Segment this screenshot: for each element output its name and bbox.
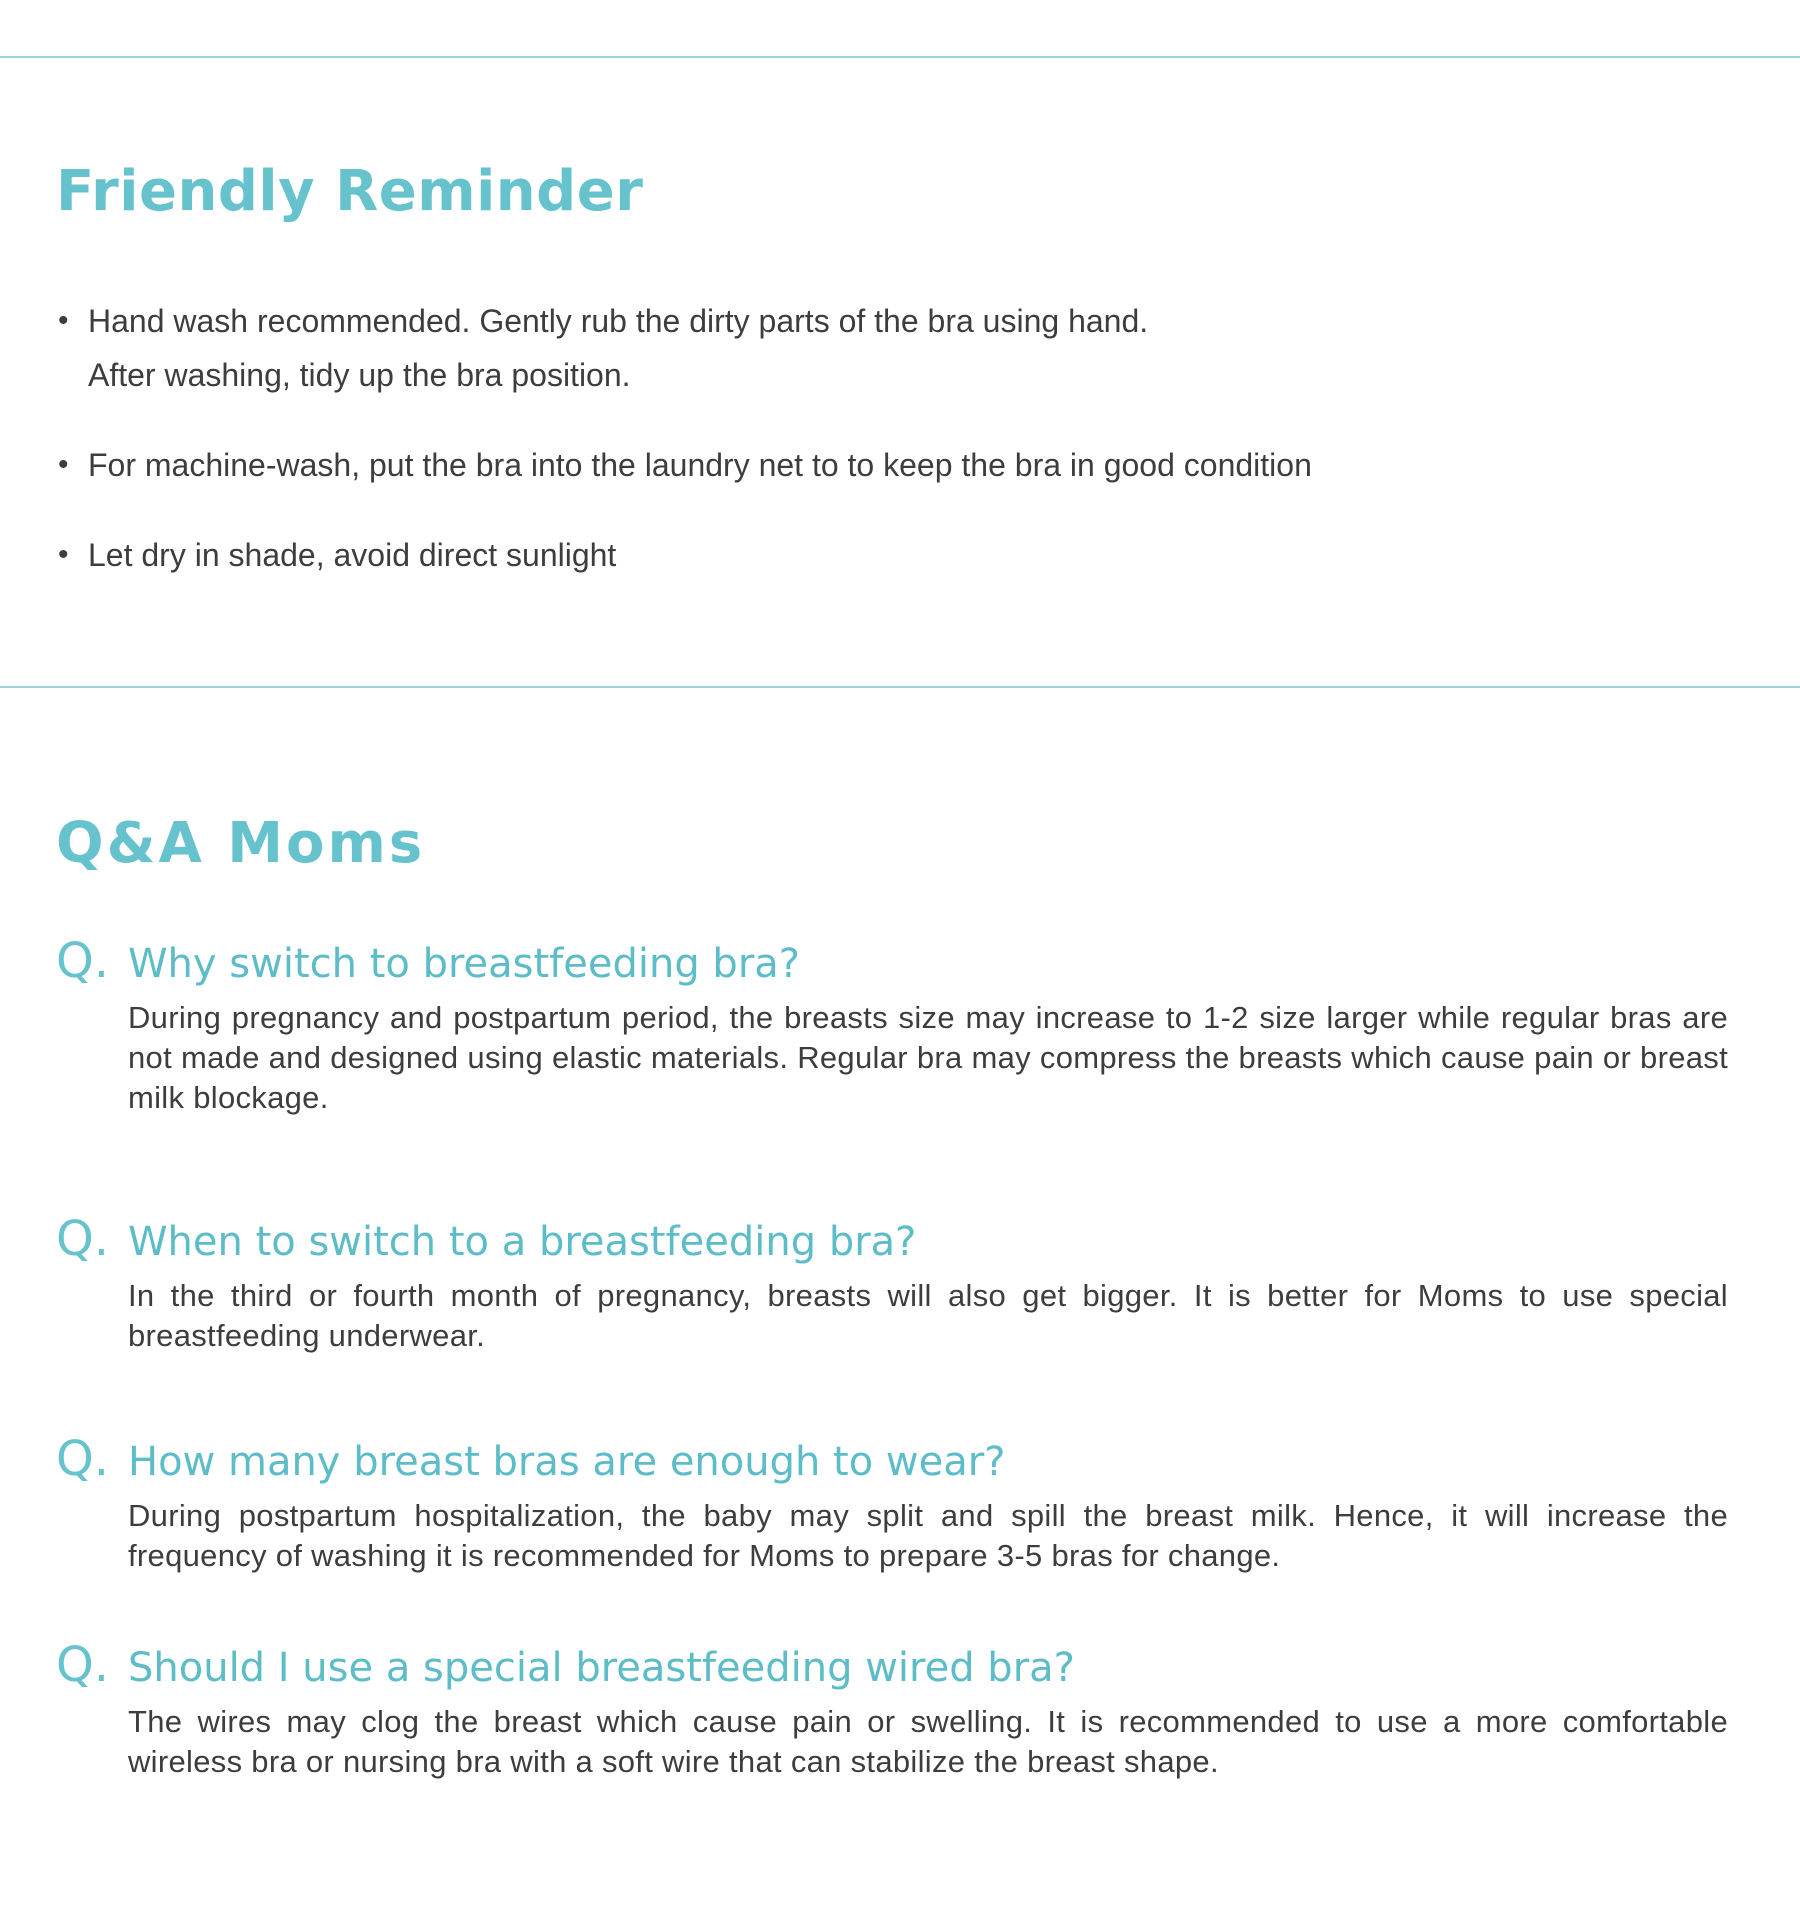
qa-item-when-switch (56, 1208, 1728, 1356)
bullet-icon: • (58, 448, 69, 481)
section-divider (0, 686, 1800, 688)
qa-item-wired-bra (56, 1634, 1728, 1782)
reminder-item-dry-shade (56, 528, 1656, 582)
q-mark-icon: Q. (56, 933, 110, 989)
qa-question: How many breast bras are enough to wear? (128, 1439, 1006, 1485)
qa-moms-title: Q&A Moms (56, 811, 426, 876)
qa-answer: During pregnancy and postpartum period, the breasts size may increase to 1-2 size larger while regular bras are not made and designed using elastic materials. Regular bra may compress the breasts which cause pain or breast milk blockage. (128, 1000, 1728, 1115)
qa-answer: During postpartum hospitalization, the baby may split and spill the breast milk. Hence, it will increase the frequency of washing it is recommended for Moms to prepare 3-5 bras for change. (128, 1498, 1728, 1573)
bullet-icon: • (58, 304, 69, 337)
reminder-text: For machine-wash, put the bra into the laundry net to to keep the bra in good condition (88, 447, 1312, 483)
reminder-text: Let dry in shade, avoid direct sunlight (88, 537, 617, 573)
qa-question: When to switch to a breastfeeding bra? (128, 1219, 917, 1265)
q-mark-icon: Q. (56, 1637, 110, 1693)
q-mark-icon: Q. (56, 1211, 110, 1267)
q-mark-icon: Q. (56, 1431, 110, 1487)
reminder-list (56, 294, 1656, 582)
reminder-text: After washing, tidy up the bra position. (88, 357, 631, 393)
qa-question: Should I use a special breastfeeding wired bra? (128, 1645, 1075, 1691)
qa-item-how-many (56, 1428, 1728, 1576)
qa-question: Why switch to breastfeeding bra? (128, 941, 801, 987)
qa-item-why-switch (56, 930, 1728, 1118)
qa-answer: In the third or fourth month of pregnancy, breasts will also get bigger. It is better for Moms to use special breastfeeding underwear. (128, 1278, 1728, 1353)
friendly-reminder-title: Friendly Reminder (56, 159, 644, 224)
bullet-icon: • (58, 538, 69, 571)
reminder-text: Hand wash recommended. Gently rub the dirty parts of the bra using hand. (88, 303, 1149, 339)
top-divider (0, 56, 1800, 58)
reminder-item-machine-wash (56, 438, 1656, 492)
reminder-item-hand-wash (56, 294, 1656, 402)
qa-answer: The wires may clog the breast which cause pain or swelling. It is recommended to use a more comfortable wireless bra or nursing bra with a soft wire that can stabilize the breast shape. (128, 1704, 1728, 1779)
